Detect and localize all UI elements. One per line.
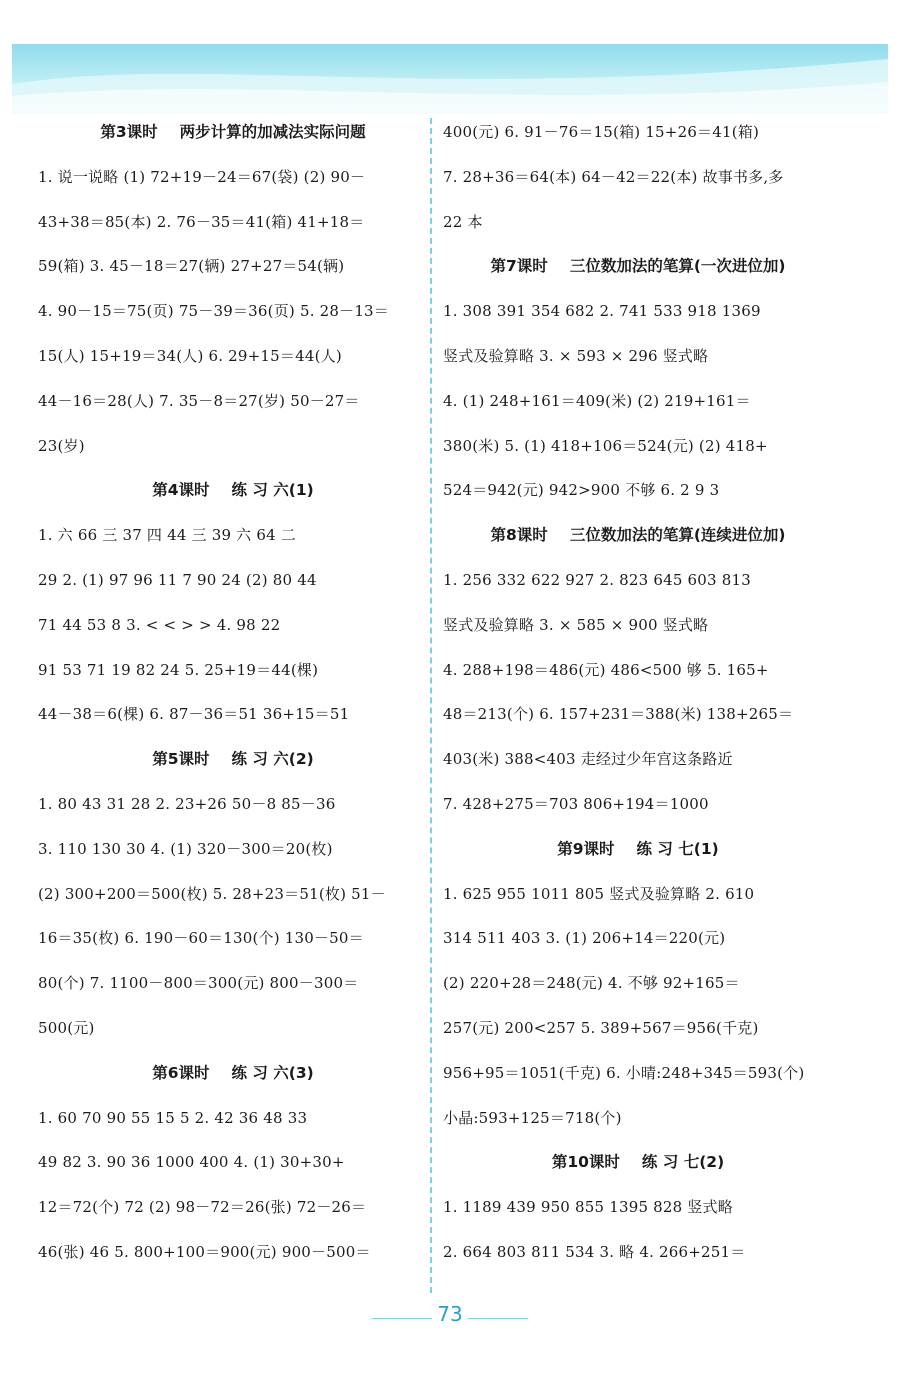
lesson-title: 练 习 七(1) <box>636 839 719 858</box>
lesson-number: 第10课时 <box>551 1153 620 1172</box>
right-section-heading <box>443 244 833 289</box>
lesson-title: 两步计算的加减法实际问题 <box>179 123 366 141</box>
right-answer-line: 7. 28+36＝64(本) 64－42＝22(本) 故事书多,多 <box>443 167 784 186</box>
page-number: 73 <box>437 1302 463 1326</box>
lesson-title: 三位数加法的笔算(一次进位加) <box>569 257 786 276</box>
right-answer-line: 956+95＝1051(千克) 6. 小晴:248+345＝593(个) <box>443 1063 805 1082</box>
right-answer-column <box>443 110 833 1275</box>
left-answer-line: 1. 说一说略 (1) 72+19－24＝67(袋) (2) 90－ <box>38 167 366 186</box>
right-answer-line: 4. 288+198＝486(元) 486<500 够 5. 165+ <box>443 660 769 679</box>
right-answer-line: 1. 625 955 1011 805 竖式及验算略 2. 610 <box>443 884 755 903</box>
lesson-title: 三位数加法的笔算(连续进位加) <box>569 526 786 545</box>
right-answer-line: 403(米) 388<403 走经过少年宫这条路近 <box>443 750 733 769</box>
right-section-heading <box>443 1140 833 1185</box>
right-answer-line: 竖式及验算略 3. × 585 × 900 竖式略 <box>443 615 709 634</box>
lesson-number: 第5课时 <box>152 750 210 769</box>
left-answer-line: 71 44 53 8 3. < < > > 4. 98 22 <box>38 615 281 634</box>
left-answer-line: 3. 110 130 30 4. (1) 320－300＝20(枚) <box>38 839 333 858</box>
right-answer-line: 小晶:593+125＝718(个) <box>443 1108 622 1127</box>
column-divider <box>430 118 432 1293</box>
left-answer-line: 1. 六 66 三 37 四 44 三 39 六 64 二 <box>38 526 296 545</box>
right-answer-line: 314 511 403 3. (1) 206+14＝220(元) <box>443 929 726 948</box>
left-answer-line: 49 82 3. 90 36 1000 400 4. (1) 30+30+ <box>38 1153 345 1172</box>
right-answer-line: 22 本 <box>443 212 483 231</box>
left-answer-line: 44－16＝28(人) 7. 35－8＝27(岁) 50－27＝ <box>38 391 360 410</box>
lesson-number: 第4课时 <box>152 481 210 500</box>
left-answer-line: 23(岁) <box>38 436 85 455</box>
left-answer-line: 1. 80 43 31 28 2. 23+26 50－8 85－36 <box>38 794 336 813</box>
banner-wave-decoration <box>12 44 888 114</box>
lesson-number: 第9课时 <box>557 839 615 858</box>
left-section-heading <box>38 468 428 513</box>
right-answer-line: 2. 664 803 811 534 3. 略 4. 266+251＝ <box>443 1242 746 1261</box>
lesson-title: 练 习 六(1) <box>231 481 314 500</box>
right-answer-line: (2) 220+28＝248(元) 4. 不够 92+165＝ <box>443 974 740 993</box>
right-answer-line: 1. 308 391 354 682 2. 741 533 918 1369 <box>443 302 761 321</box>
left-answer-line: (2) 300+200＝500(枚) 5. 28+23＝51(枚) 51－ <box>38 884 386 903</box>
left-answer-line: 12＝72(个) 72 (2) 98－72＝26(张) 72－26＝ <box>38 1198 367 1217</box>
left-answer-line: 46(张) 46 5. 800+100＝900(元) 900－500＝ <box>38 1242 371 1261</box>
left-answer-line: 15(人) 15+19＝34(人) 6. 29+15＝44(人) <box>38 346 342 365</box>
left-answer-line: 1. 60 70 90 55 15 5 2. 42 36 48 33 <box>38 1108 308 1127</box>
right-answer-line: 1. 256 332 622 927 2. 823 645 603 813 <box>443 570 751 589</box>
left-answer-column <box>38 110 428 1275</box>
lesson-title: 练 习 六(2) <box>231 750 314 769</box>
left-answer-line: 16＝35(枚) 6. 190－60＝130(个) 130－50＝ <box>38 929 364 948</box>
lesson-number: 第7课时 <box>490 257 548 276</box>
left-answer-line: 500(元) <box>38 1018 95 1037</box>
page-number-rule-right <box>468 1318 528 1319</box>
right-answer-line: 4. (1) 248+161＝409(米) (2) 219+161＝ <box>443 391 751 410</box>
lesson-title: 练 习 七(2) <box>641 1153 725 1172</box>
right-section-heading <box>443 827 833 872</box>
left-answer-line: 4. 90－15＝75(页) 75－39＝36(页) 5. 28－13＝ <box>38 302 389 321</box>
right-answer-line: 竖式及验算略 3. × 593 × 296 竖式略 <box>443 346 709 365</box>
left-answer-line: 44－38＝6(棵) 6. 87－36＝51 36+15＝51 <box>38 705 350 724</box>
right-answer-line: 257(元) 200<257 5. 389+567＝956(千克) <box>443 1018 759 1037</box>
left-answer-line: 59(箱) 3. 45－18＝27(辆) 27+27＝54(辆) <box>38 257 345 276</box>
left-answer-line: 80(个) 7. 1100－800＝300(元) 800－300＝ <box>38 974 359 993</box>
right-answer-line: 380(米) 5. (1) 418+106＝524(元) (2) 418+ <box>443 436 768 455</box>
lesson-number: 第6课时 <box>152 1063 210 1082</box>
right-answer-line: 1. 1189 439 950 855 1395 828 竖式略 <box>443 1198 733 1217</box>
lesson-number: 第3课时 <box>100 123 158 141</box>
lesson-title: 练 习 六(3) <box>231 1063 314 1082</box>
right-answer-line: 7. 428+275＝703 806+194＝1000 <box>443 794 709 813</box>
right-answer-line: 48＝213(个) 6. 157+231＝388(米) 138+265＝ <box>443 705 794 724</box>
lesson-number: 第8课时 <box>490 526 548 545</box>
right-answer-line: 524＝942(元) 942>900 不够 6. 2 9 3 <box>443 481 720 500</box>
left-section-heading <box>38 110 428 155</box>
right-answer-line: 400(元) 6. 91－76＝15(箱) 15+26＝41(箱) <box>443 123 760 141</box>
left-answer-line: 29 2. (1) 97 96 11 7 90 24 (2) 80 44 <box>38 570 317 589</box>
left-answer-line: 43+38＝85(本) 2. 76－35＝41(箱) 41+18＝ <box>38 212 365 231</box>
left-section-heading <box>38 1051 428 1096</box>
right-section-heading <box>443 513 833 558</box>
left-answer-line: 91 53 71 19 82 24 5. 25+19＝44(棵) <box>38 660 319 679</box>
left-section-heading <box>38 737 428 782</box>
